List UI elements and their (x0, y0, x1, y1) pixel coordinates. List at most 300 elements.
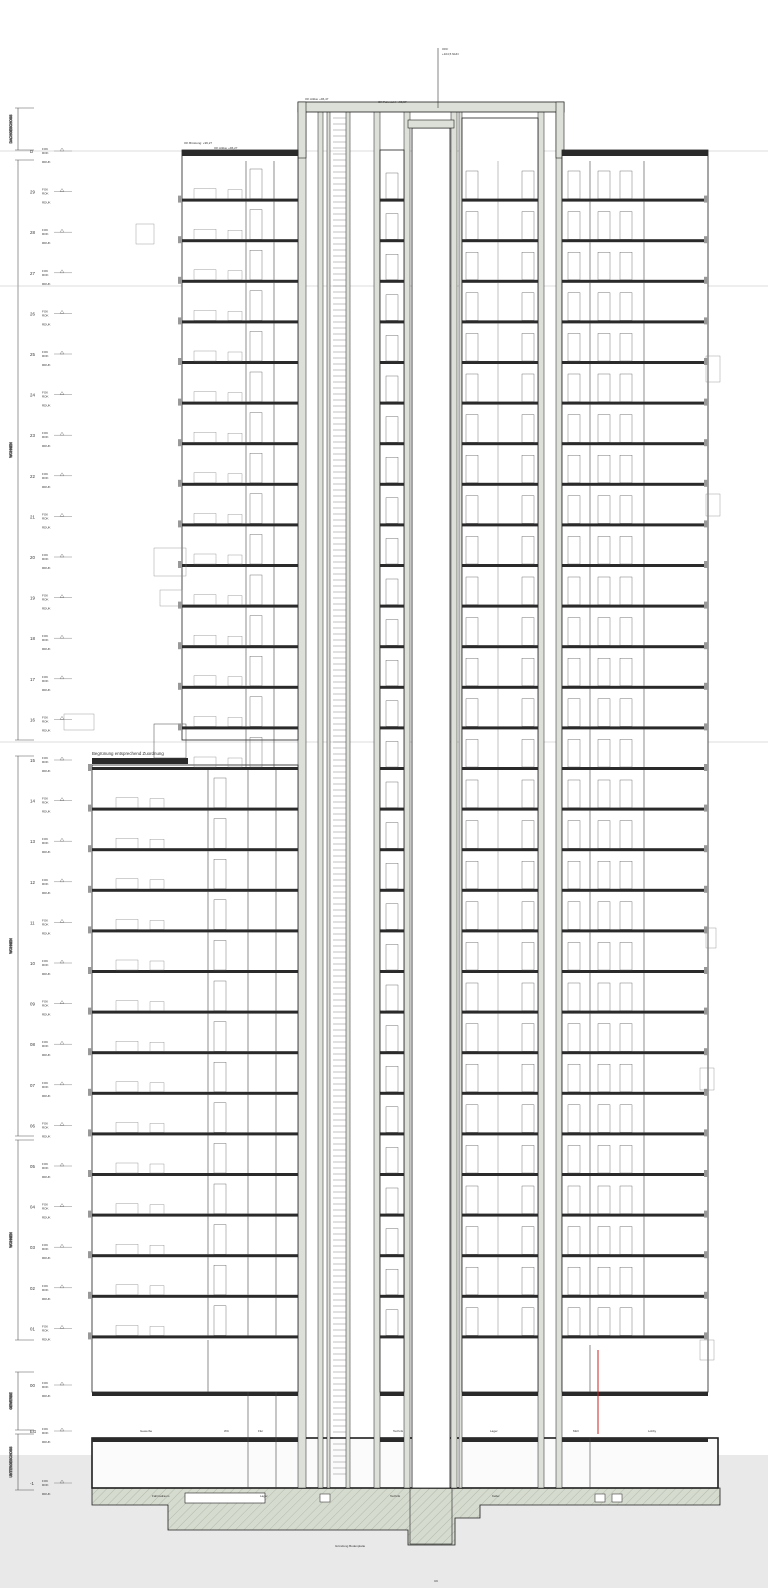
floor-slab-left (92, 1051, 298, 1054)
level-triangle (60, 838, 64, 841)
floor-slab-mid (462, 929, 538, 932)
floor-number: 23 (30, 433, 35, 439)
level-triangle (60, 1122, 64, 1125)
floor-number: 16 (30, 717, 35, 723)
level-rduk: RDUK (42, 200, 51, 205)
core-wall (327, 108, 330, 1488)
floor-slab-mid (462, 767, 538, 770)
ground-room-2: WC (224, 1429, 229, 1433)
level-rduk: RDUK (42, 1492, 51, 1496)
level-rok: ROK (42, 760, 49, 764)
facade-edge (88, 1048, 92, 1055)
level-triangle (60, 1163, 64, 1166)
level-triangle (60, 635, 64, 638)
pit-label: UK (434, 1579, 439, 1583)
level-rduk: RDUK (42, 809, 51, 814)
level-rduk: RDUK (42, 241, 51, 246)
level-fok: FOK (42, 1427, 49, 1431)
floor-slab-core (380, 361, 404, 364)
level-triangle (60, 919, 64, 922)
facade-edge (88, 1089, 92, 1096)
floor-slab-mid (462, 889, 538, 892)
level-triangle (60, 351, 64, 354)
facade-edge (178, 277, 182, 284)
mid-core-block (380, 150, 404, 1392)
level-rok: ROK (42, 678, 49, 683)
floor-slab-left (182, 239, 298, 242)
floor-slab-right (562, 442, 708, 445)
facade-edge (88, 1129, 92, 1136)
facade-edge (88, 886, 92, 893)
floor-slab-core (380, 929, 404, 932)
floor-slab-left (92, 1438, 298, 1442)
facade-edge (704, 236, 708, 243)
floor-number: 26 (30, 311, 35, 317)
level-rduk: RDUK (42, 1296, 51, 1301)
floor-slab-mid (462, 564, 538, 567)
floor-slab-mid (462, 1051, 538, 1054)
floor-slab-right (562, 280, 708, 283)
floor-slab-left (182, 402, 298, 405)
floor-slab-right (562, 523, 708, 526)
level-rduk: RDUK (42, 890, 51, 895)
zone-label: GEWERBE (9, 1392, 13, 1410)
floor-number: 11 (30, 920, 35, 926)
floor-slab-mid (462, 1438, 538, 1442)
floor-slab-mid (462, 402, 538, 405)
floor-slab-right (562, 1092, 708, 1095)
floor-slab-right (562, 1132, 708, 1135)
facade-edge (704, 764, 708, 771)
facade-edge (704, 439, 708, 446)
level-triangle (60, 960, 64, 963)
floor-slab-left (182, 686, 298, 689)
floor-slab-mid (462, 320, 538, 323)
level-triangle (60, 270, 64, 273)
floor-slab-right (562, 1254, 708, 1257)
floor-slab-mid (462, 361, 538, 364)
floor-slab-right (562, 1295, 708, 1298)
level-fok: FOK (42, 999, 49, 1004)
level-triangle (60, 189, 64, 192)
floor-slab-core (380, 564, 404, 567)
level-triangle (60, 148, 64, 151)
ground-room-1: Gewerbe (140, 1429, 153, 1433)
floor-slab-left (92, 889, 298, 892)
level-rduk: RDUK (42, 1256, 51, 1261)
floor-slab-core (380, 605, 404, 608)
roof-terrace-slab (562, 150, 708, 156)
level-rduk: RDUK (42, 1012, 51, 1017)
floor-slab-core (380, 686, 404, 689)
facade-edge (178, 399, 182, 406)
facade-edge (88, 926, 92, 933)
facade-edge (88, 1008, 92, 1015)
floor-number: 10 (30, 961, 35, 966)
pump-sump (612, 1494, 622, 1502)
level-triangle (60, 1428, 64, 1431)
floor-slab-core (380, 970, 404, 973)
floor-slab-mid (462, 686, 538, 689)
level-rduk: RDUK (42, 363, 51, 367)
floor-number: 28 (30, 230, 35, 236)
floor-slab-mid (462, 1092, 538, 1095)
floor-slab-core (380, 1051, 404, 1054)
level-fok: FOK (42, 471, 49, 476)
level-triangle (60, 310, 64, 313)
facade-edge (704, 642, 708, 649)
level-rduk: RDUK (42, 281, 51, 286)
level-triangle (60, 798, 64, 801)
level-fok: FOK (42, 1381, 49, 1385)
level-rduk: RDUK (42, 687, 51, 692)
floor-slab-left (92, 970, 298, 973)
floor-slab-core (380, 1335, 404, 1338)
facade-edge (704, 1251, 708, 1258)
floor-slab-left (92, 848, 298, 851)
level-rduk: RDUK (42, 1440, 51, 1444)
floor-slab-mid (462, 726, 538, 729)
level-fok: FOK (42, 1080, 49, 1085)
core-wall (538, 108, 544, 1488)
floor-slab-mid (462, 1132, 538, 1135)
level-rduk: RDUK (42, 525, 51, 530)
level-rok: ROK (42, 151, 49, 155)
facade-edge (178, 196, 182, 203)
level-triangle (60, 879, 64, 882)
top-level-sublabel: +104,5 NHN (442, 52, 459, 56)
ground-room-4: Technik (393, 1429, 404, 1433)
floor-slab-mid (462, 483, 538, 486)
floor-slab-mid (462, 523, 538, 526)
level-rok: ROK (42, 313, 49, 318)
floor-slab-right (562, 1011, 708, 1014)
ground-room-5: Lager (490, 1429, 498, 1433)
floor-slab-left (92, 1092, 298, 1095)
floor-slab-left (182, 645, 298, 648)
level-fok: FOK (42, 431, 49, 436)
level-triangle (60, 1325, 64, 1328)
floor-slab-right (562, 361, 708, 364)
facade-edge (88, 764, 92, 771)
ground-room-6: Müll (573, 1429, 579, 1433)
floor-number: D (30, 149, 34, 154)
level-triangle (60, 554, 64, 557)
floor-number: 00 (30, 1383, 35, 1388)
pump-sump (320, 1494, 330, 1502)
facade-edge (178, 236, 182, 243)
level-fok: FOK (42, 228, 49, 233)
level-rduk: RDUK (42, 1053, 51, 1058)
structure (64, 102, 720, 1545)
floor-slab-left (182, 199, 298, 202)
level-rok: ROK (42, 272, 49, 277)
facade-detail (136, 224, 154, 244)
level-rok: ROK (42, 963, 49, 967)
floor-slab-mid (462, 1295, 538, 1298)
floor-slab-core (380, 280, 404, 283)
level-rok: ROK (42, 435, 49, 440)
zone-label: WOHNEN (9, 442, 13, 458)
level-triangle (60, 229, 64, 232)
facade-edge (178, 480, 182, 487)
floor-number: 19 (30, 595, 35, 601)
facade-edge (88, 1251, 92, 1258)
facade-edge (704, 1008, 708, 1015)
floor-number: 02 (30, 1285, 35, 1291)
level-fok: FOK (42, 187, 49, 192)
floor-slab-left (182, 605, 298, 608)
level-triangle (60, 1285, 64, 1288)
floor-slab-left (92, 1214, 298, 1217)
core-wall (404, 108, 410, 1488)
floor-slab-mid (462, 1254, 538, 1257)
left-lower-wing (92, 765, 298, 1392)
floor-slab-core (380, 1092, 404, 1095)
level-triangle (60, 595, 64, 598)
floor-slab-core (380, 848, 404, 851)
level-rok: ROK (42, 1385, 49, 1389)
floor-slab-mid (462, 645, 538, 648)
level-fok: FOK (42, 553, 49, 557)
level-rok: ROK (42, 191, 49, 196)
level-rok: ROK (42, 1044, 49, 1049)
ground-room-3: Flur (258, 1429, 264, 1433)
floor-slab-core (380, 239, 404, 242)
floor-number: 03 (30, 1245, 35, 1251)
floor-slab-left (182, 280, 298, 283)
floor-slab-left (92, 1254, 298, 1257)
roof-terrace-slab (182, 150, 298, 156)
facade-edge (88, 1332, 92, 1339)
facade-edge (88, 805, 92, 812)
top-level-label: OKF (442, 47, 449, 51)
floor-number: 25 (30, 352, 35, 357)
floor-slab-left (92, 1335, 298, 1338)
floor-slab-right (562, 970, 708, 973)
floor-slab-mid (462, 1214, 538, 1217)
floor-slab-left (92, 1173, 298, 1176)
floor-slab-right (562, 726, 708, 729)
facade-edge (704, 1211, 708, 1218)
level-fok: FOK (42, 593, 49, 598)
floor-slab-core (380, 1173, 404, 1176)
floor-number: 08 (30, 1042, 35, 1048)
core-wall (346, 108, 350, 1488)
roof-note-4: OK Fahrstuhl: +96,57 (378, 100, 407, 104)
floor-number: 14 (30, 798, 35, 804)
level-rduk: RDUK (42, 931, 51, 936)
facade-edge (704, 602, 708, 609)
facade-edge (704, 1048, 708, 1055)
roof-parapet-left (298, 102, 306, 158)
zone-label: WOHNEN (9, 1232, 13, 1248)
floor-slab-right (562, 767, 708, 770)
foundation-void (185, 1493, 265, 1503)
level-rduk: RDUK (42, 972, 51, 976)
facade-edge (704, 520, 708, 527)
level-fok: FOK (42, 350, 49, 354)
floor-slab-left (182, 726, 298, 729)
floor-slab-mid (462, 1011, 538, 1014)
level-fok: FOK (42, 674, 49, 679)
facade-edge (704, 196, 708, 203)
level-rok: ROK (42, 232, 49, 237)
floor-number: 21 (30, 514, 35, 520)
zone-label: WOHNEN (9, 938, 13, 954)
level-rok: ROK (42, 1125, 49, 1130)
floor-slab-right (562, 1438, 708, 1442)
floor-slab-mid (462, 199, 538, 202)
facade-edge (704, 683, 708, 690)
core-wall (451, 108, 457, 1488)
level-rok: ROK (42, 719, 49, 724)
basement-room-1: Fahrradraum (152, 1494, 170, 1498)
core-wall (556, 108, 562, 1488)
floor-slab-right (562, 1392, 708, 1396)
level-rduk: RDUK (42, 322, 51, 327)
floor-slab-left (182, 564, 298, 567)
floor-slab-mid (462, 970, 538, 973)
floor-slab-core (380, 808, 404, 811)
level-rok: ROK (42, 638, 49, 643)
floor-slab-core (380, 199, 404, 202)
floor-number: EG (30, 1429, 37, 1434)
facade-edge (704, 399, 708, 406)
floor-number: 24 (30, 392, 35, 398)
level-rduk: RDUK (42, 566, 51, 570)
level-rok: ROK (42, 841, 49, 846)
level-rduk: RDUK (42, 1215, 51, 1220)
level-triangle (60, 757, 64, 760)
level-fok: FOK (42, 1324, 49, 1329)
facade-edge (178, 520, 182, 527)
floor-number: 01 (30, 1326, 35, 1332)
level-rduk: RDUK (42, 1394, 51, 1398)
level-triangle (60, 1082, 64, 1085)
floor-slab-core (380, 402, 404, 405)
level-fok: FOK (42, 309, 49, 314)
floor-slab-core (380, 1214, 404, 1217)
facade-edge (88, 1170, 92, 1177)
facade-edge (178, 723, 182, 730)
level-rok: ROK (42, 800, 49, 805)
level-rduk: RDUK (42, 850, 51, 855)
floor-slab-right (562, 889, 708, 892)
level-triangle (60, 513, 64, 516)
facade-edge (704, 805, 708, 812)
level-fok: FOK (42, 147, 49, 151)
level-rduk: RDUK (42, 647, 51, 652)
facade-edge (704, 967, 708, 974)
floor-slab-left (92, 1011, 298, 1014)
floor-slab-mid (462, 1392, 538, 1396)
floor-slab-mid (462, 1173, 538, 1176)
level-fok: FOK (42, 512, 49, 517)
floor-number: 17 (30, 676, 35, 682)
floor-slab-left (182, 442, 298, 445)
level-triangle (60, 1001, 64, 1004)
level-rduk: RDUK (42, 403, 51, 408)
level-triangle (60, 473, 64, 476)
floor-slab-core (380, 767, 404, 770)
floor-slab-left (92, 808, 298, 811)
floor-slab-left (182, 320, 298, 323)
roof-note-1: OK Attika: +96,47 (305, 97, 329, 101)
floor-slab-right (562, 1051, 708, 1054)
level-rduk: RDUK (42, 1337, 51, 1342)
facade-detail (64, 714, 94, 730)
floor-slab-core (380, 1011, 404, 1014)
level-triangle (60, 1382, 64, 1385)
floor-slab-right (562, 605, 708, 608)
floor-slab-right (562, 320, 708, 323)
facade-edge (704, 1170, 708, 1177)
floor-slab-left (182, 483, 298, 486)
level-rduk: RDUK (42, 160, 51, 164)
elevator-pit (410, 1488, 452, 1544)
level-rduk: RDUK (42, 606, 51, 611)
facade-edge (704, 1129, 708, 1136)
floor-number: 18 (30, 636, 35, 642)
level-fok: FOK (42, 1040, 49, 1045)
floor-slab-core (380, 320, 404, 323)
level-rok: ROK (42, 922, 49, 927)
elevator-head (408, 120, 454, 128)
level-triangle (60, 432, 64, 435)
floor-slab-right (562, 402, 708, 405)
floor-slab-right (562, 239, 708, 242)
terrace-slab-15 (92, 758, 188, 764)
level-rduk: RDUK (42, 1175, 51, 1179)
roof-note-2: OK Brüstung: +96,27 (184, 141, 213, 145)
level-rok: ROK (42, 1483, 49, 1487)
facade-edge (178, 439, 182, 446)
level-rok: ROK (42, 881, 49, 886)
level-rok: ROK (42, 1003, 49, 1008)
level-rduk: RDUK (42, 728, 51, 733)
level-fok: FOK (42, 1121, 49, 1126)
floor-number: 04 (30, 1204, 35, 1210)
level-rok: ROK (42, 394, 49, 399)
level-rduk: RDUK (42, 1134, 51, 1139)
core-wall (374, 108, 380, 1488)
floor-slab-mid (462, 848, 538, 851)
floor-slab-left (182, 361, 298, 364)
level-fok: FOK (42, 1479, 49, 1483)
level-triangle (60, 676, 64, 679)
level-rok: ROK (42, 557, 49, 561)
core-wall (318, 108, 323, 1488)
floor-slab-right (562, 929, 708, 932)
core-wall (298, 108, 306, 1488)
basement-room-2: Lager (260, 1494, 268, 1498)
level-fok: FOK (42, 268, 49, 273)
floor-slab-right (562, 1173, 708, 1176)
floor-slab-core (380, 889, 404, 892)
level-triangle (60, 1041, 64, 1044)
level-rok: ROK (42, 516, 49, 521)
floor-slab-left (182, 523, 298, 526)
right-wing (562, 150, 708, 1392)
floor-slab-right (562, 483, 708, 486)
floor-number: 20 (30, 555, 35, 560)
floor-slab-right (562, 1214, 708, 1217)
facade-edge (178, 358, 182, 365)
floor-slab-right (562, 848, 708, 851)
floor-slab-core (380, 442, 404, 445)
level-rok: ROK (42, 1287, 49, 1292)
